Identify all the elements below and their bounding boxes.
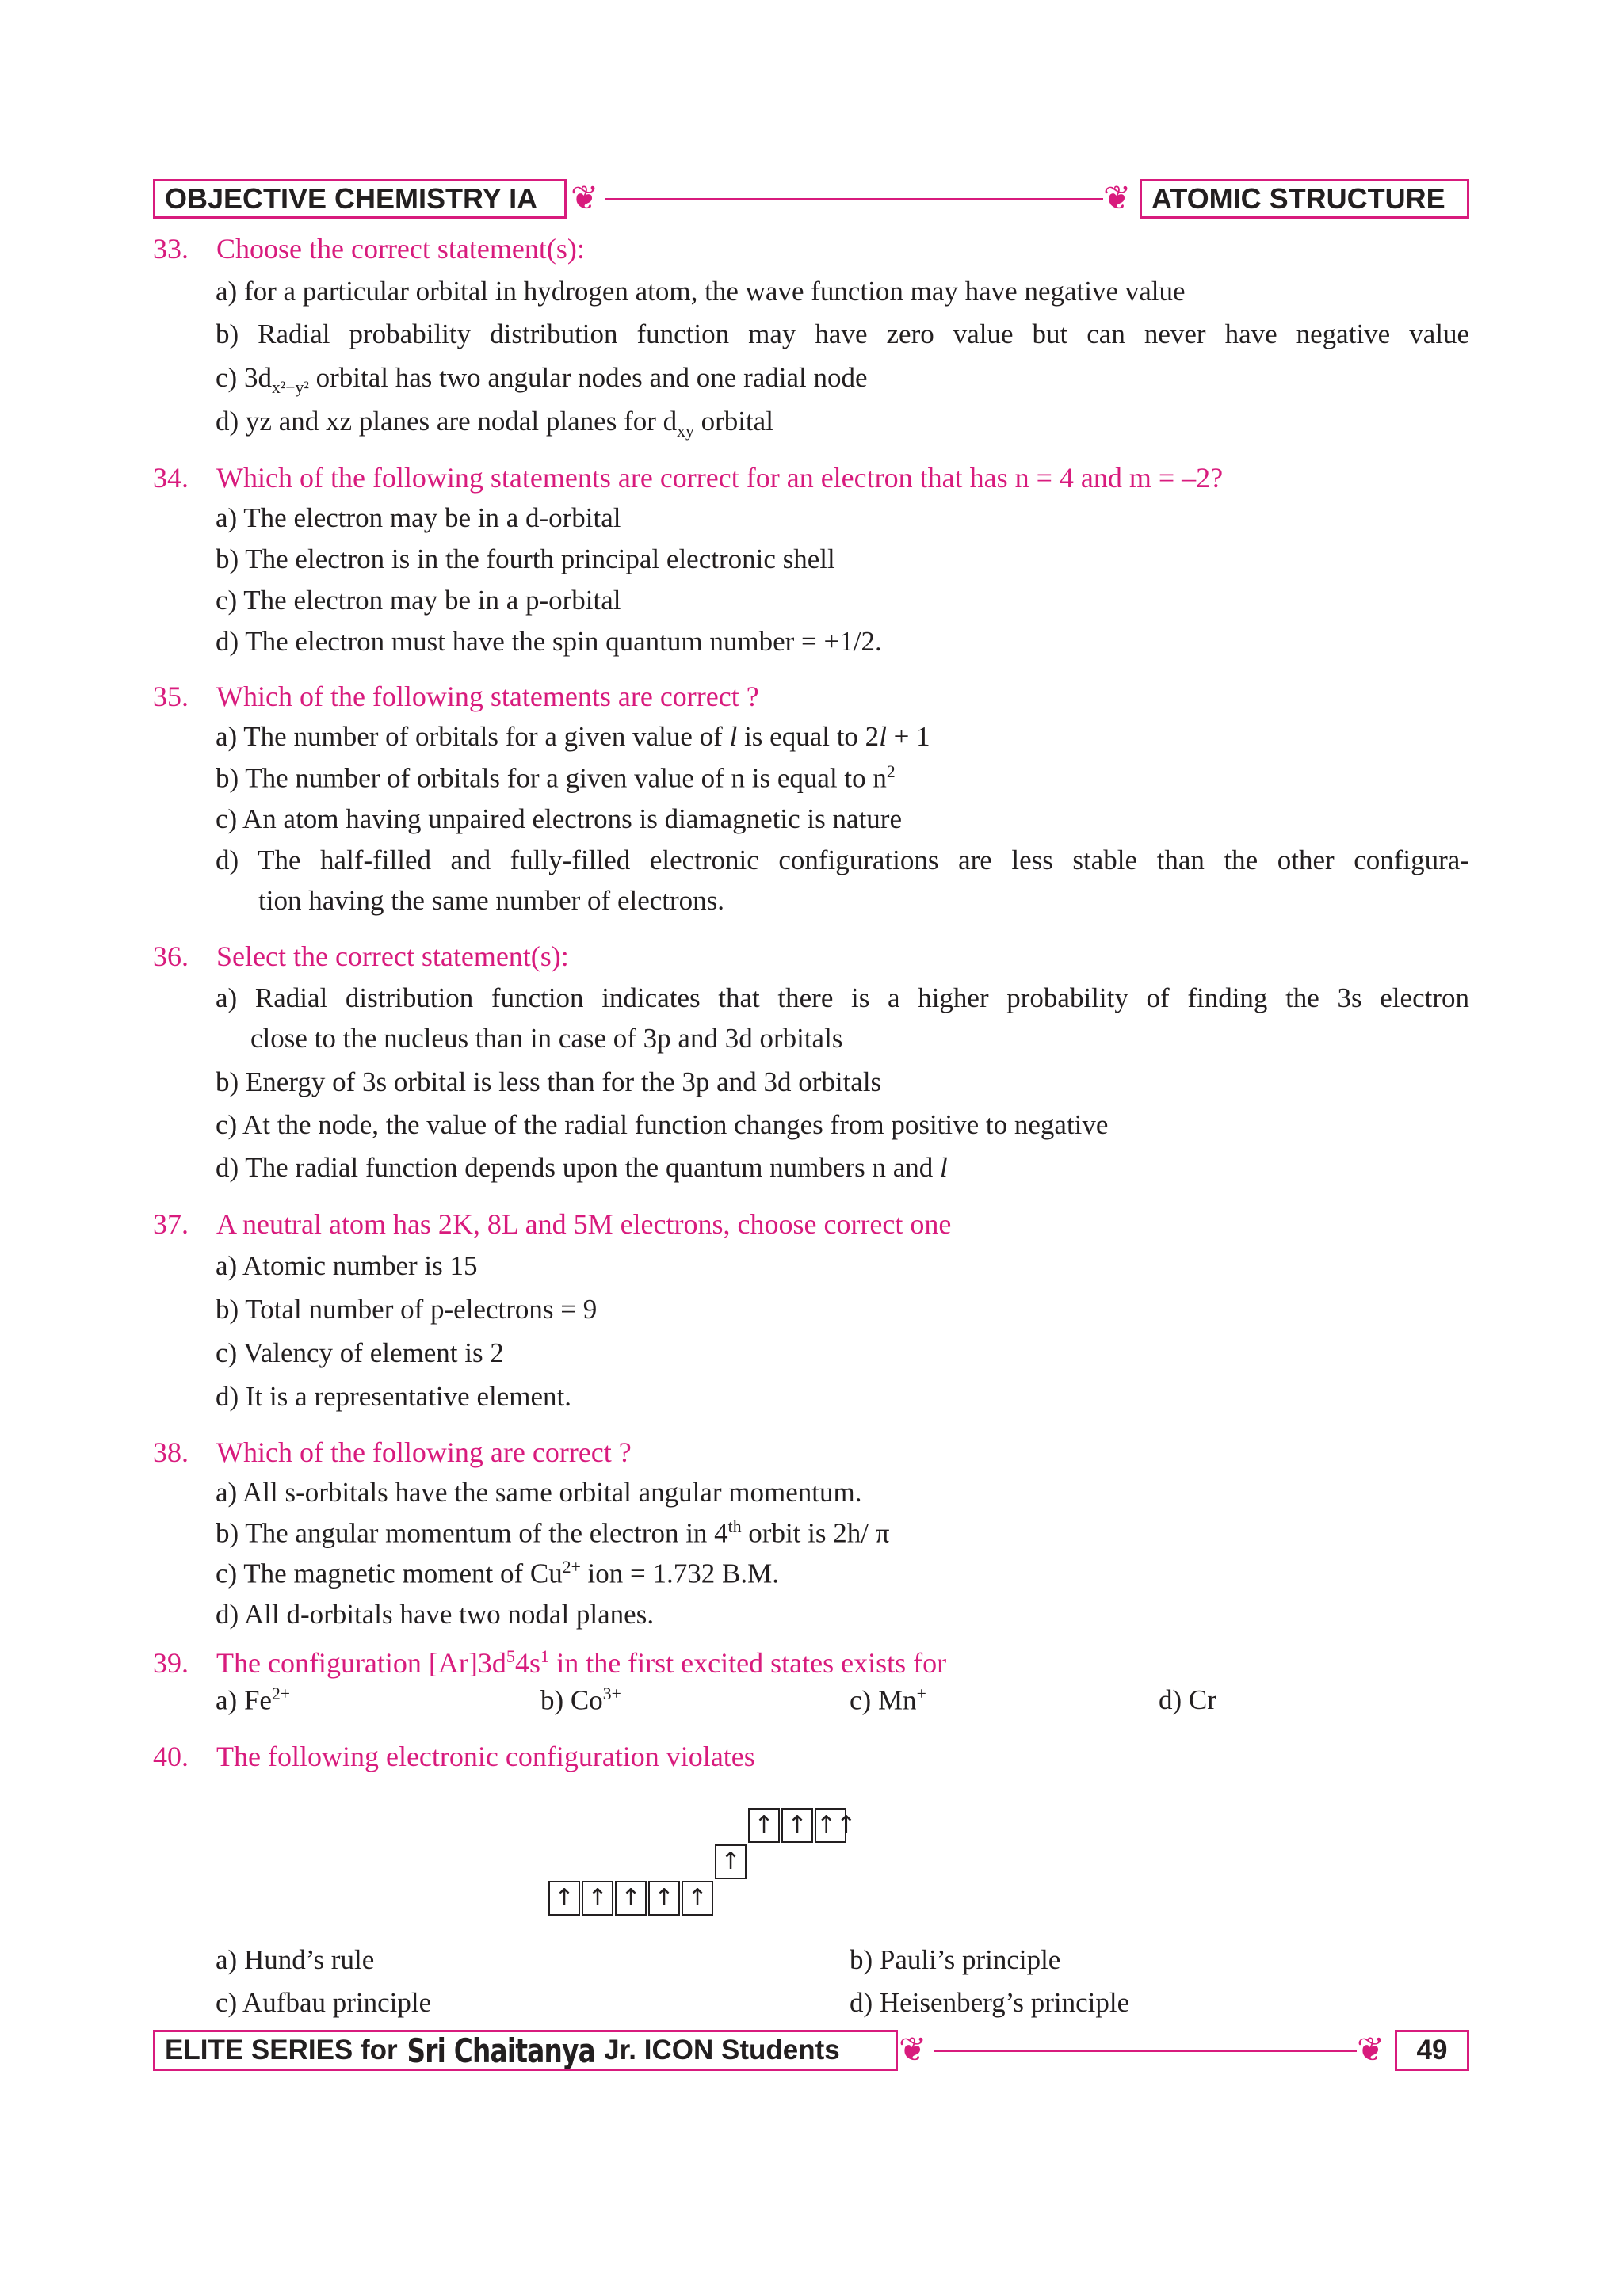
header-left-title-box [153,179,567,219]
question-number: 38. [153,1436,189,1468]
q33-option-c: c) $3d_{x^2-y^2}$ orbital has two angular nodes and one radial node [216,362,868,397]
orbital-box: ↑ [781,1808,813,1843]
q40-option-b: b) Pauli’s principle [850,1944,1061,1975]
q34-option-d: d) The electron must have the spin quantum number = +1/2. [216,626,882,657]
question-number: 37. [153,1208,189,1240]
q35-option-c: c) An atom having unpaired electrons is diamagnetic is nature [216,803,902,834]
question-40 [153,1740,755,1773]
footer-post-text: Jr. ICON Students [604,2035,840,2065]
orbital-box: ↑↑ [815,1808,846,1843]
q35-option-b: b) The number of orbitals for a given value of n is equal to $n^2$ [216,762,896,794]
q37-option-d: d) It is a representative element. [216,1381,571,1412]
q33-option-d: d) yz and xz planes are nodal planes for $d_{xy}$ orbital [216,406,773,441]
q36-option-a-continued: close to the nucleus than in case of 3p and 3d orbitals [250,1023,843,1054]
q34-option-b: b) The electron is in the fourth principal electronic shell [216,543,835,574]
q37-option-a: a) Atomic number is 15 [216,1250,478,1281]
q35-option-a: a) The number of orbitals for a given value of l is equal to 2l + 1 [216,721,930,752]
header-left-title: OBJECTIVE CHEMISTRY IA [165,182,538,215]
footer-ornament-left-icon: ❦ [899,2032,927,2069]
question-number: 35. [153,681,189,712]
question-text: Which of the following are correct ? [216,1436,632,1468]
question-number: 39. [153,1647,189,1679]
question-35 [153,680,759,713]
question-39: 39. The configuration $[Ar]3d^54s^1$ in the first excited states exists for [153,1646,947,1679]
q38-option-b: b) The angular momentum of the electron in 4th orbit is 2h/ π [216,1517,890,1549]
q37-option-c: c) Valency of element is 2 [216,1337,504,1368]
q33-option-b: b) Radial probability distribution function may have zero value but can never have negative value [216,318,1469,349]
orbital-subscript: x²−y² [271,378,309,397]
q34-option-a: a) The electron may be in a d-orbital [216,502,621,533]
q40-option-c: c) Aufbau principle [216,1987,432,2018]
header-ornament-right-icon: ❦ [1103,181,1132,217]
question-text: Select the correct statement(s): [216,940,569,972]
q37-option-b: b) Total number of p-electrons = 9 [216,1294,598,1325]
orbital-box: ↑ [548,1881,580,1916]
question-38 [153,1436,632,1469]
footer-pre-text: ELITE SERIES for [165,2035,398,2065]
orbital-box: ↑ [682,1881,713,1916]
question-number: 33. [153,233,189,265]
q36-option-c: c) At the node, the value of the radial function changes from positive to negative [216,1109,1109,1140]
q39-option-a: a) $Fe^{2+}$ [216,1684,291,1716]
q36-option-d: d) The radial function depends upon the quantum numbers n and l [216,1152,948,1183]
orbital-subscript: xy [677,421,694,441]
q34-option-c: c) The electron may be in a p-orbital [216,585,621,616]
page-number-box [1395,2030,1469,2071]
orbital-box: ↑ [715,1844,747,1879]
orbital-box: ↑ [648,1881,680,1916]
orbital-box: ↑ [582,1881,613,1916]
orbital-box: ↑ [748,1808,780,1843]
q40-option-a: a) Hund’s rule [216,1944,375,1975]
q35-option-d: d) The half-filled and fully-filled electronic configurations are less stable than the other configura- [216,845,1469,875]
question-33 [153,232,585,265]
brand-name: Sri Chaitanya [407,2031,595,2070]
question-text: Which of the following statements are correct for an electron that has n = 4 and m = –2? [216,462,1224,494]
page-number: 49 [1416,2035,1448,2065]
q39-option-d: d) Cr [1159,1684,1216,1715]
question-text: Choose the correct statement(s): [216,233,585,265]
question-number: 36. [153,940,189,972]
footer-rule [934,2050,1357,2052]
question-34 [153,461,1223,494]
q40-option-d: d) Heisenberg’s principle [850,1987,1130,2018]
question-37 [153,1207,951,1241]
header-right-title-box [1140,179,1469,219]
question-text: Which of the following statements are correct ? [216,681,759,712]
question-number: 40. [153,1741,189,1772]
question-36 [153,940,569,973]
footer-series-box [153,2030,898,2071]
header-ornament-left-icon: ❦ [571,181,599,217]
question-text: A neutral atom has 2K, 8L and 5M electrons, choose correct one [216,1208,952,1240]
q35-option-d-continued: tion having the same number of electrons. [258,885,725,916]
q38-option-c: c) The magnetic moment of $Cu^{2+}$ ion = 1.732 B.M. [216,1558,779,1589]
q36-option-a: a) Radial distribution function indicates that there is a higher probability of finding the 3s electron [216,982,1469,1013]
q33-option-a: a) for a particular orbital in hydrogen atom, the wave function may have negative value [216,276,1186,307]
q36-option-b: b) Energy of 3s orbital is less than for the 3p and 3d orbitals [216,1066,882,1097]
q38-option-a: a) All s-orbitals have the same orbital angular momentum. [216,1477,862,1508]
question-text: The following electronic configuration violates [216,1741,755,1772]
q39-option-b: b) $Co^{3+}$ [540,1684,621,1716]
header-rule [605,198,1103,200]
q38-option-d: d) All d-orbitals have two nodal planes. [216,1599,655,1630]
footer-ornament-right-icon: ❦ [1357,2032,1385,2069]
question-number: 34. [153,462,189,494]
q39-option-c: c) Mn+ [850,1684,926,1716]
header-right-title: ATOMIC STRUCTURE [1151,182,1445,215]
orbital-box: ↑ [615,1881,647,1916]
